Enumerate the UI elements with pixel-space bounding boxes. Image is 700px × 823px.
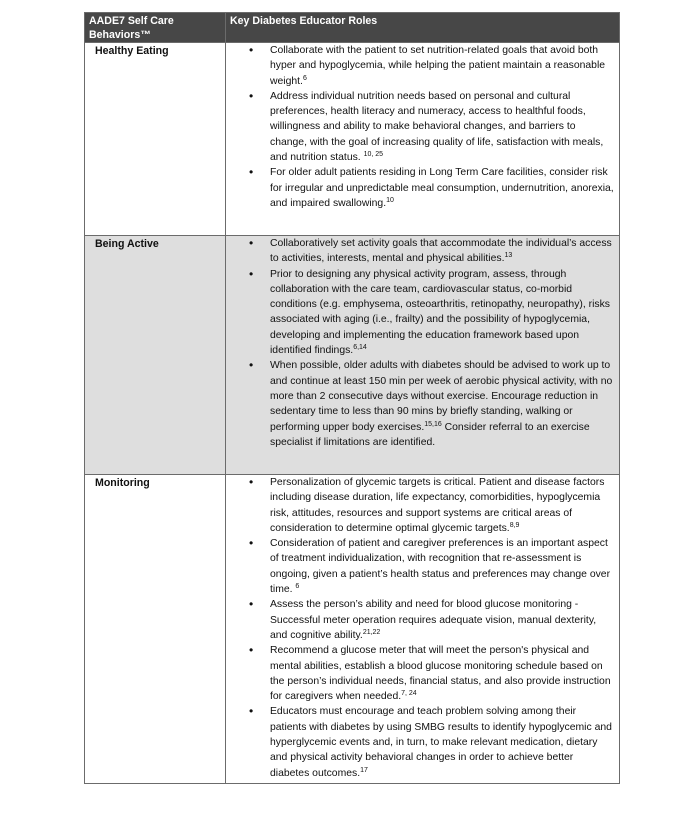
table-header-row bbox=[85, 13, 620, 43]
list-item: • For older adult patients residing in Long Term Care facilities, consider risk for irregular and unpredictable meal consumption, undernutrition, anorexia, and impaired swallowing.$^{10}$ bbox=[270, 165, 615, 211]
reference-superscript: 6,14 bbox=[353, 344, 367, 352]
reference-superscript: 6 bbox=[302, 74, 307, 82]
header-behaviors: AADE7 Self Care Behaviors™ bbox=[85, 13, 226, 43]
roles-list bbox=[226, 43, 615, 211]
reference-superscript: 6 bbox=[295, 583, 300, 591]
reference-superscript: 8,9 bbox=[509, 521, 520, 529]
list-item: • Collaboratively set activity goals that accommodate the individual’s access to activities, interests, mental and physical abilities.$^{13}$ bbox=[270, 236, 615, 267]
list-item: • Recommend a glucose meter that will meet the person's physical and mental abilities, establish a blood glucose monitoring schedule based on the person’s individual needs, financial status, and also provide instruction for caregivers when needed.$^{7, 24}$ bbox=[270, 643, 615, 704]
behavior-healthy-eating: Healthy Eating bbox=[85, 43, 226, 236]
reference-superscript: 15,16 bbox=[424, 420, 442, 428]
list-item: • Consideration of patient and caregiver preferences is an important aspect of treatment individualization, with recognition that re-assessment is ongoing, given a patient’s health status and preferences may change over time. $^6$ bbox=[270, 536, 615, 597]
list-item: • When possible, older adults with diabetes should be advised to work up to and continue at least 150 min per week of aerobic physical activity, with no more than 2 consecutive days without exercise. Encourage reduction in sedentary time to less than 90 mins by briefly standing, walking or performing upper body exercises.$^{15,16}$ Consider referral to an exercise specialist if limitations are identified. bbox=[270, 358, 615, 450]
reference-superscript: 7, 24 bbox=[401, 690, 417, 698]
list-item: • Assess the person’s ability and need for blood glucose monitoring - Successful meter operation requires adequate vision, manual dexterity, and cognitive ability.$^{21,22}$ bbox=[270, 597, 615, 643]
behavior-being-active: Being Active bbox=[85, 236, 226, 475]
roles-healthy-eating bbox=[226, 43, 620, 236]
roles-being-active bbox=[226, 236, 620, 475]
reference-superscript: 10 bbox=[386, 196, 394, 204]
behavior-monitoring: Monitoring bbox=[85, 475, 226, 784]
row-being-active bbox=[85, 236, 620, 475]
list-item: • Personalization of glycemic targets is critical. Patient and disease factors including disease duration, life expectancy, comorbidities, hypoglycemia risk, attitudes, resources and support systems are critical areas of consideration to determine optimal glycemic targets.$^{8,9}$ bbox=[270, 475, 615, 536]
header-educator-roles: Key Diabetes Educator Roles bbox=[226, 13, 620, 43]
roles-monitoring bbox=[226, 475, 620, 784]
roles-list bbox=[226, 236, 615, 450]
reference-superscript: 17 bbox=[360, 766, 368, 774]
reference-superscript: 10, 25 bbox=[363, 151, 384, 159]
self-care-table bbox=[84, 12, 620, 784]
reference-superscript: 13 bbox=[504, 252, 513, 260]
list-item: • Address individual nutrition needs based on personal and cultural preferences, health literacy and numeracy, access to healthful foods, willingness and ability to make behavioral changes, and barriers to change, with the goal of increasing quality of life, satisfaction with meals, and nutrition status. $^{10, 25}$ bbox=[270, 89, 615, 165]
list-item: • Collaborate with the patient to set nutrition-related goals that avoid both hyper and hypoglycemia, while helping the patient maintain a reasonable weight.$^6$ bbox=[270, 43, 615, 89]
row-monitoring bbox=[85, 475, 620, 784]
list-item: • Prior to designing any physical activity program, assess, through collaboration with the care team, cardiovascular status, co-morbid conditions (e.g. emphysema, osteoarthritis, retinopathy, neuropathy), risks associated with aging (i.e., frailty) and the possibility of hypoglycemia, developing and implementing the education framework based upon identified findings.$^{6,14}$ bbox=[270, 267, 615, 359]
roles-list bbox=[226, 475, 615, 781]
row-healthy-eating bbox=[85, 43, 620, 236]
list-item: • Educators must encourage and teach problem solving among their patients with diabetes by using SMBG results to identify hypoglycemic and hyperglycemic events and, in turn, to make relevant medication, dietary and physical activity behavioral changes in order to achieve better diabetes outcomes.$^{17}$ bbox=[270, 704, 615, 780]
reference-superscript: 21,22 bbox=[362, 628, 381, 636]
